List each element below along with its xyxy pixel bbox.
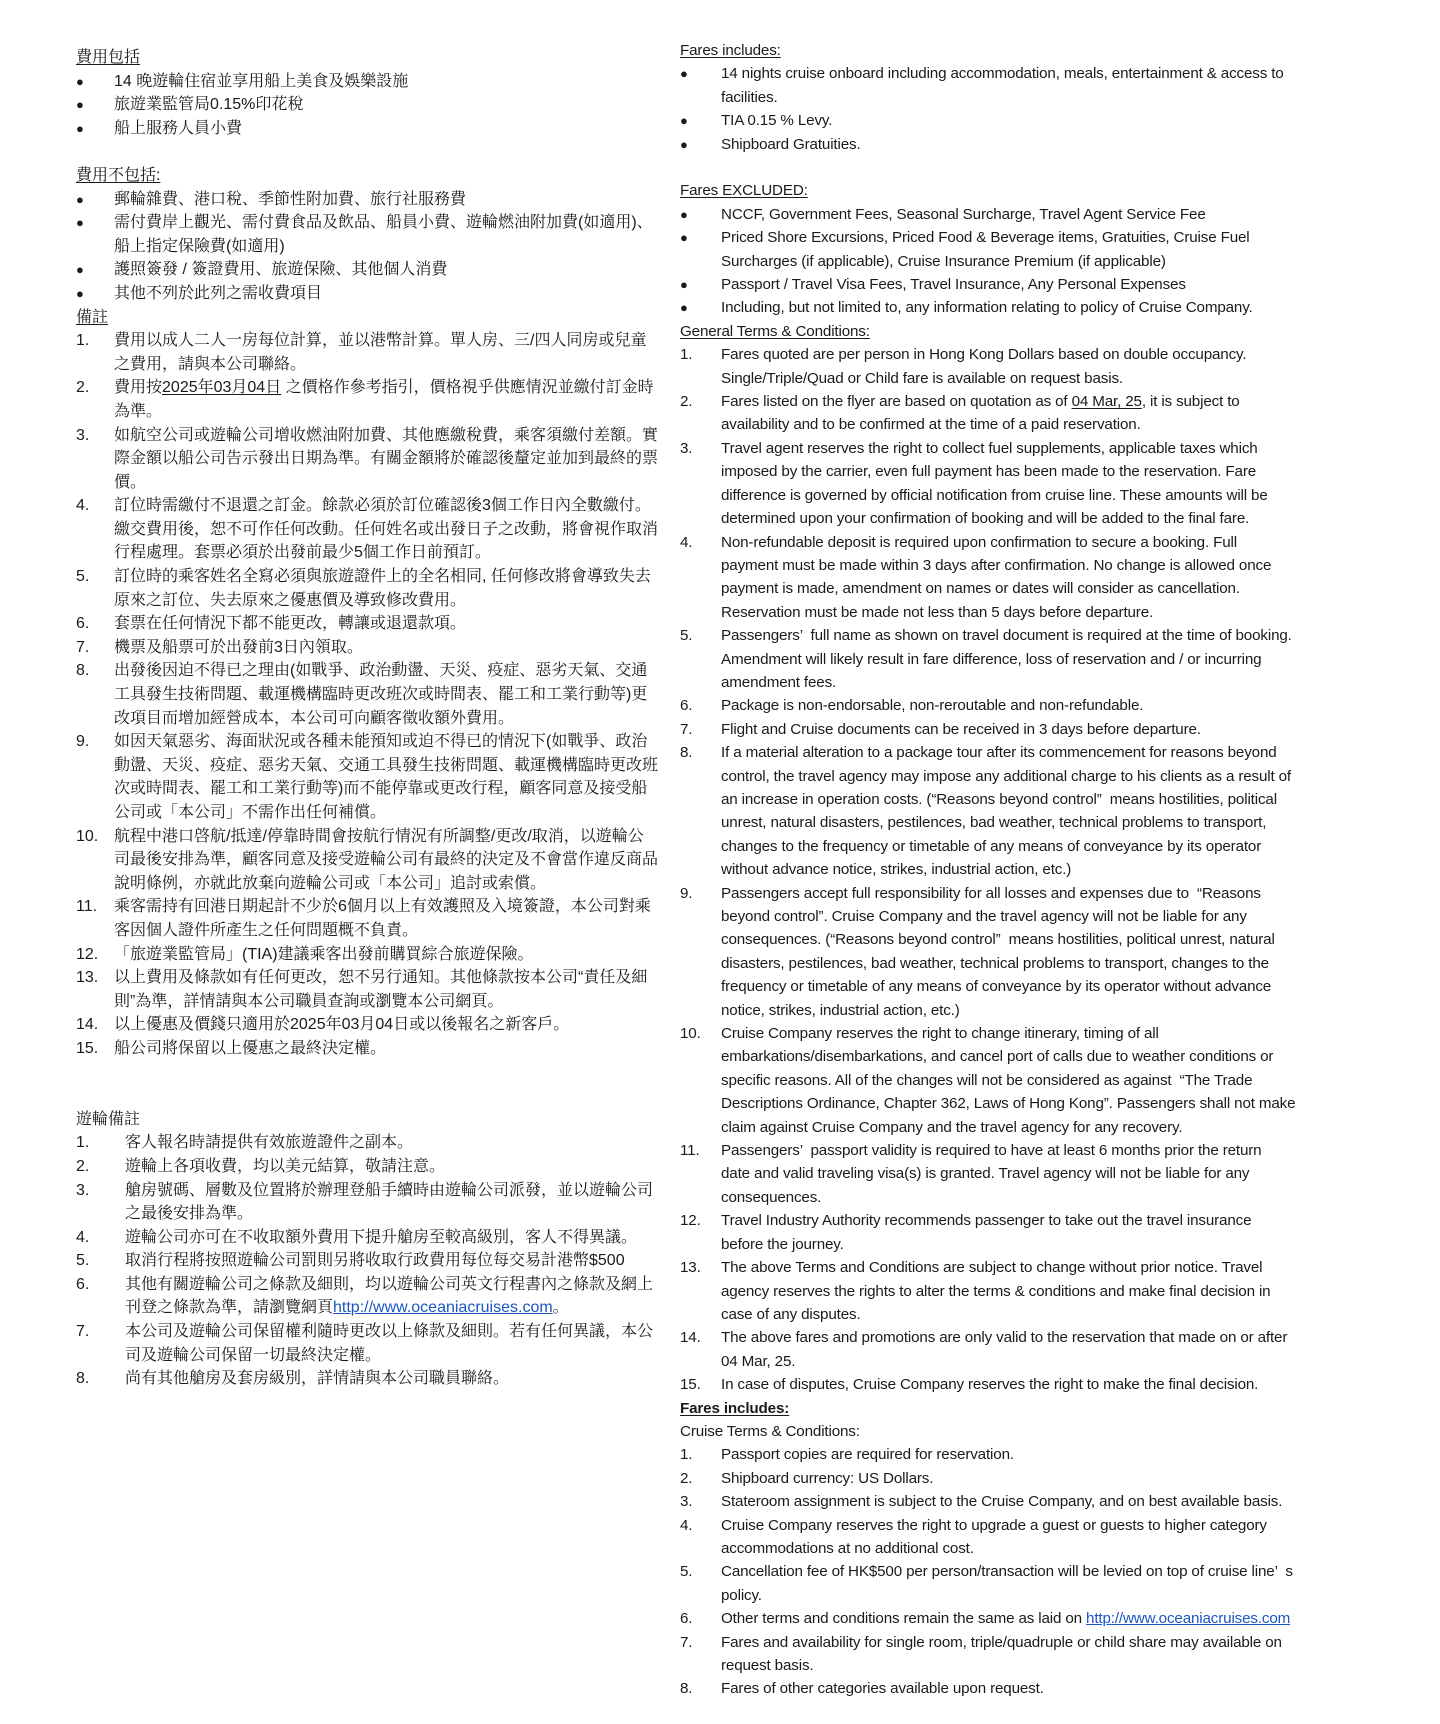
item-text-part: Package is non-endorsable, non-reroutable and non-refundable. [721, 697, 1144, 715]
item-text-part: 遊輪上各項收費，均以美元結算，敬請注意。 [125, 1157, 446, 1175]
item-text [721, 1022, 1295, 1139]
numbered-item [680, 624, 1400, 694]
item-number: 5. [680, 1563, 693, 1581]
item-text-part: In case of disputes, Cruise Company reserves the right to make the final decision. [721, 1376, 1259, 1394]
item-number: 6. [680, 697, 693, 715]
bullet-item [680, 62, 1400, 109]
item-text-part: Stateroom assignment is subject to the Cruise Company, and on best available basis. [721, 1493, 1283, 1511]
numbered-item [76, 895, 676, 942]
item-text [721, 624, 1292, 694]
item-text-part: 如因天氣惡劣、海面狀況或各種未能預知或迫不得已的情況下(如戰爭、政治 動盪、天災、疫症、惡劣天氣、交通工具發生技術問題、載運機構臨時更改班 次或時間表、罷工和工業行動等)而不能停靠或更改行程，顧客同意及接受船 公司或「本公司」不需作出任何補償。 [114, 733, 659, 821]
item-text-part: 航程中港口啓航/抵達/停靠時間會按航行情況有所調整/更改/取消，以遊輪公 司最後安排為準，顧客同意及接受遊輪公司有最終的決定及不會當作違反商品 說明條例，亦就此放棄向遊輪公司或「本公司」追討或索償。 [114, 827, 659, 892]
item-text-part: 如航空公司或遊輪公司增收燃油附加費、其他應繳稅費，乘客須繳付差額。實 際金額以船公司告示發出日期為準。有關金額將於確認後釐定並加到最終的票 價。 [114, 426, 659, 491]
bullet-item [76, 211, 676, 258]
item-text-part: 以上費用及條款如有任何更改，恕不另行通知。其他條款按本公司“責任及細 則”為準，詳情請與本公司職員查詢或瀏覽本公司網頁。 [114, 969, 648, 1010]
item-number: 12. [680, 1212, 701, 1230]
website-link[interactable]: http://www.oceaniacruises.com [333, 1299, 553, 1317]
item-text-part: Shipboard Gratuities. [721, 135, 861, 153]
numbered-item [680, 1467, 1400, 1490]
numbered-item [76, 1367, 676, 1391]
item-text-part: 取消行程將按照遊輪公司罰則另將收取行政費用每位每交易計港幣$500 [125, 1252, 625, 1270]
numbered-item [680, 1677, 1400, 1700]
item-text-part: Including, but not limited to, any information relating to policy of Cruise Company. [721, 299, 1253, 317]
item-number: 11. [680, 1142, 700, 1160]
numbered-item [76, 943, 676, 967]
item-number: 3. [680, 1493, 693, 1511]
website-link[interactable]: http://www.oceaniacruises.com [1086, 1610, 1291, 1628]
numbered-item [76, 659, 676, 730]
item-number: 3. [680, 439, 693, 457]
item-text [721, 694, 1143, 717]
cruise-terms-heading: Cruise Terms & Conditions: [680, 1422, 860, 1440]
bullet-item [680, 296, 1400, 319]
item-text [114, 93, 303, 117]
item-number: 3. [76, 1181, 90, 1199]
numbered-item [76, 424, 676, 495]
item-text [114, 636, 363, 660]
blank-line [76, 140, 676, 164]
item-text [721, 390, 1240, 437]
item-text-part: Fares of other categories available upon request. [721, 1680, 1044, 1698]
item-text [721, 1326, 1287, 1373]
numbered-item [680, 1022, 1400, 1139]
numbered-item [76, 1179, 676, 1226]
numbered-item [76, 1273, 676, 1320]
item-text [114, 895, 651, 942]
item-text [721, 1607, 1290, 1630]
item-text-part: 「旅遊業監管局」(TIA)建議乘客出發前購買綜合旅遊保險。 [114, 945, 534, 963]
numbered-item [76, 1249, 676, 1273]
numbered-item [76, 329, 676, 376]
item-text [721, 1677, 1044, 1700]
item-text [721, 109, 832, 132]
item-number: 8. [680, 744, 693, 762]
item-text [114, 376, 654, 423]
item-text [114, 565, 651, 612]
bullet-item [680, 273, 1400, 296]
item-text [114, 1037, 386, 1061]
bullet-item [680, 133, 1400, 156]
numbered-item [680, 882, 1400, 1022]
item-text [114, 1013, 569, 1037]
item-number: 5. [76, 568, 90, 586]
item-text [125, 1273, 653, 1320]
numbered-item [76, 565, 676, 612]
item-text-part: Priced Shore Excursions, Priced Food & Beverage items, Gratuities, Cruise Fuel Surcharges (if applicable), Cruise Insurance Premium (if applicable) [721, 229, 1250, 270]
bullet-icon: ● [680, 230, 688, 246]
item-text [114, 329, 646, 376]
item-text-part: 其他不列於此列之需收費項目 [114, 284, 323, 302]
numbered-item [76, 1155, 676, 1179]
item-text-part: Passengers’ passport validity is required to have at least 6 months prior the return date and valid traveling visa(s) is granted. Travel agency will not be liable for any consequences. [721, 1142, 1262, 1206]
cruise-remarks-heading: 遊輪備註 [76, 1110, 141, 1128]
numbered-item [680, 741, 1400, 881]
item-text-part: Passport copies are required for reservation. [721, 1446, 1014, 1464]
item-text [114, 282, 322, 306]
item-text-part: 出發後因迫不得已之理由(如戰爭、政治動盪、天災、疫症、惡劣天氣、交通 工具發生技術問題、載運機構臨時更改班次或時間表、罷工和工業行動等)更 改項目而增加經營成本，本公司可向顧客徵收額外費用。 [114, 662, 648, 727]
item-text-part: Cancellation fee of HK$500 per person/transaction will be levied on top of cruise line’ s policy. [721, 1563, 1293, 1604]
bullet-icon: ● [680, 136, 688, 152]
item-text [125, 1179, 653, 1226]
blank-line [76, 1084, 676, 1108]
item-text-part: Other terms and conditions remain the same as laid on [721, 1610, 1087, 1628]
numbered-item [680, 1607, 1400, 1630]
numbered-item [680, 1443, 1400, 1466]
english-terms-column [680, 39, 1400, 1701]
item-text-part: 其他有關遊輪公司之條款及細則，均以遊輪公司英文行程書內之條款及網上 刊登之條款為準，請瀏覽網頁 [125, 1275, 654, 1317]
item-text [721, 1467, 933, 1490]
numbered-item [680, 437, 1400, 531]
item-text-part: 護照簽發 / 簽證費用、旅遊保險、其他個人消費 [114, 261, 448, 279]
bullet-icon: ● [76, 262, 84, 278]
item-text [125, 1155, 445, 1179]
item-number: 8. [76, 662, 90, 680]
item-number: 3. [76, 426, 90, 444]
item-number: 12. [76, 945, 99, 963]
underlined-date: 04 Mar, 25 [1071, 393, 1142, 411]
item-number: 4. [680, 1516, 693, 1534]
item-text-part: NCCF, Government Fees, Seasonal Surcharge, Travel Agent Service Fee [721, 205, 1206, 223]
numbered-item [680, 1256, 1400, 1326]
item-text-part: 機票及船票可於出發前3日內領取。 [114, 638, 363, 656]
item-text-part: Cruise Company reserves the right to upgrade a guest or guests to higher category accommodations at no additional cost. [721, 1516, 1267, 1557]
bullet-icon: ● [76, 73, 84, 89]
fares-includes-heading-bold: Fares includes: [680, 1399, 790, 1417]
item-number: 1. [680, 346, 693, 364]
numbered-item [680, 1326, 1400, 1373]
item-number: 6. [76, 1275, 90, 1293]
item-text [721, 1490, 1282, 1513]
item-text [721, 531, 1271, 625]
numbered-item [76, 612, 676, 636]
item-text-part: Passengers accept full responsibility for all losses and expenses due to “Reasons beyond control”. Cruise Company and the travel agency will not be liable for any consequences. (“Reasons beyond control” means hostilities, political unrest, natural disasters, pestilences, bad weather, technical problems to transport, changes to the frequency or timetable of any means of conveyance by its operator without advance notice, strikes, industrial action, etc.) [721, 884, 1275, 1019]
numbered-item [680, 1514, 1400, 1561]
item-text [721, 62, 1284, 109]
blank-line [76, 1061, 676, 1085]
item-number: 13. [76, 969, 99, 987]
bullet-item [76, 70, 676, 94]
item-number: 4. [680, 533, 693, 551]
item-text-part: Flight and Cruise documents can be received in 3 days before departure. [721, 720, 1201, 738]
item-text [114, 825, 658, 896]
item-text [721, 718, 1201, 741]
bullet-item [680, 203, 1400, 226]
item-text-part: Fares listed on the flyer are based on quotation as of [721, 393, 1072, 411]
item-text [114, 117, 242, 141]
item-text-part: 船上服務人員小費 [114, 119, 243, 137]
item-text [721, 1373, 1258, 1396]
item-text-part: 客人報名時請提供有效旅遊證件之副本。 [125, 1134, 414, 1152]
item-text-part: Non-refundable deposit is required upon confirmation to secure a booking. Full payment must be made within 3 days after confirmation. No change is allowed once payment is made, amendment on names or dates will consider as cancellation. Reservation must be made not less than 5 days before departure. [721, 533, 1272, 621]
numbered-item [680, 1209, 1400, 1256]
item-number: 4. [76, 1228, 90, 1246]
item-text-part: 。 [552, 1299, 569, 1317]
item-text [721, 1256, 1270, 1326]
item-text-part: The above Terms and Conditions are subject to change without prior notice. Travel agency reserves the rights to alter the terms & conditions and make final decision in case of any disputes. [721, 1259, 1271, 1323]
fees-included-heading: 費用包括 [76, 49, 141, 66]
item-text [114, 612, 466, 636]
numbered-item [76, 376, 676, 423]
numbered-item [680, 343, 1400, 390]
item-text-part: , it is subject to availability and to be confirmed at the time of a paid reservation. [721, 393, 1240, 434]
item-text [721, 203, 1206, 226]
item-text [114, 730, 658, 824]
item-text [721, 1139, 1261, 1209]
item-number: 2. [680, 1469, 693, 1487]
item-text [125, 1226, 637, 1250]
item-text [114, 966, 647, 1013]
item-text-part: 以上優惠及價錢只適用於2025年03月04日或以後報名之新客戶。 [114, 1016, 570, 1034]
item-text [721, 1209, 1251, 1256]
item-text [125, 1320, 653, 1367]
item-text-part: 14 nights cruise onboard including accommodation, meals, entertainment & access to facilities. [721, 65, 1284, 106]
item-number: 13. [680, 1259, 701, 1277]
item-number: 7. [76, 638, 90, 656]
item-number: 6. [76, 615, 90, 633]
item-text [721, 343, 1246, 390]
item-text [125, 1131, 413, 1155]
item-text-part: 乘客需持有回港日期起計不少於6個月以上有效護照及入境簽證，本公司對乘 客因個人證件所產生之任何問題概不負責。 [114, 898, 651, 939]
item-text-part: Travel agent reserves the right to collect fuel supplements, applicable taxes which imposed by the carrier, even full payment has been made to the reservation. Fare difference is governed by official notification from cruise line. These amounts will be determined upon your confirmation of booking and will be added to the final fare. [721, 439, 1268, 528]
numbered-item [76, 1320, 676, 1367]
item-number: 10. [76, 827, 99, 845]
item-text [721, 296, 1253, 319]
bullet-icon: ● [76, 97, 84, 113]
item-text [721, 1443, 1014, 1466]
bullet-item [76, 117, 676, 141]
item-number: 4. [76, 497, 90, 515]
chinese-terms-column [76, 46, 676, 1391]
item-number: 5. [76, 1252, 90, 1270]
item-text-part: 費用按 [114, 379, 163, 397]
bullet-item [76, 93, 676, 117]
item-number: 1. [76, 332, 90, 350]
item-number: 15. [680, 1376, 701, 1394]
numbered-item [680, 1490, 1400, 1513]
bullet-item [76, 188, 676, 212]
item-number: 7. [680, 720, 693, 738]
item-number: 7. [76, 1323, 90, 1341]
bullet-item [680, 226, 1400, 273]
item-text-part: 之價格作參考指引，價格視乎供應情況並繳付訂金時 為準。 [114, 379, 654, 420]
item-text [721, 1560, 1293, 1607]
item-text-part: 本公司及遊輪公司保留權利隨時更改以上條款及細則。若有任何異議，本公 司及遊輪公司保留一切最終決定權。 [125, 1323, 654, 1364]
item-text-part: 需付費岸上觀光、需付費食品及飲品、船員小費、遊輪燃油附加費(如適用)、 船上指定保險費(如適用) [114, 214, 653, 255]
item-text [114, 943, 534, 967]
numbered-item [76, 1013, 676, 1037]
item-text-part: Shipboard currency: US Dollars. [721, 1469, 934, 1487]
item-text-part: 尚有其他艙房及套房級別，詳情請與本公司職員聯絡。 [125, 1370, 510, 1388]
item-text-part: Fares and availability for single room, triple/quadruple or child share may available on request basis. [721, 1633, 1282, 1675]
item-text-part: 14 晚遊輪住宿並享用船上美食及娛樂設施 [114, 72, 409, 90]
item-text [721, 437, 1268, 531]
item-number: 2. [76, 379, 90, 397]
item-text [114, 211, 653, 258]
item-number: 14. [680, 1329, 701, 1347]
bullet-item [680, 109, 1400, 132]
numbered-item [680, 718, 1400, 741]
item-text-part: Travel Industry Authority recommends passenger to take out the travel insurance before the journey. [721, 1212, 1252, 1253]
item-text-part: Cruise Company reserves the right to change itinerary, timing of all embarkations/disembarkations, and cancel port of calls due to weather conditions or specific reasons. All of the changes will not be considered as against “The Trade Descriptions Ordinance, Chapter 362, Laws of Hong Kong”. Passengers shall not make claim against Cruise Company and the travel agency for any recovery. [721, 1025, 1296, 1136]
item-text [721, 226, 1250, 273]
fares-includes-heading: Fares includes: [680, 42, 781, 59]
bullet-icon: ● [76, 285, 84, 301]
numbered-item [76, 1131, 676, 1155]
item-text-part: The above fares and promotions are only valid to the reservation that made on or after 04 Mar, 25. [721, 1329, 1288, 1370]
numbered-item [680, 1631, 1400, 1678]
underlined-date: 2025年03月04日 [162, 379, 282, 397]
numbered-item [76, 966, 676, 1013]
item-text-part: 旅遊業監管局0.15%印花稅 [114, 96, 304, 114]
item-text [721, 1631, 1282, 1678]
bullet-icon: ● [680, 300, 688, 316]
numbered-item [76, 1037, 676, 1061]
fares-excluded-heading: Fares EXCLUDED: [680, 182, 808, 200]
item-text [125, 1367, 509, 1391]
bullet-icon: ● [76, 120, 84, 136]
item-text [114, 188, 466, 212]
general-terms-heading: General Terms & Conditions: [680, 322, 870, 340]
item-number: 14. [76, 1016, 99, 1034]
item-number: 1. [680, 1446, 693, 1464]
bullet-icon: ● [680, 206, 688, 222]
bullet-icon: ● [680, 66, 688, 82]
item-number: 9. [76, 733, 90, 751]
item-number: 1. [76, 1134, 90, 1152]
item-text-part: Passport / Travel Visa Fees, Travel Insurance, Any Personal Expenses [721, 276, 1186, 294]
item-text [721, 133, 861, 156]
item-text-part: 訂位時的乘客姓名全寫必須與旅遊證件上的全名相同, 任何修改將會導致失去 原來之訂位、失去原來之優惠價及導致修改費用。 [114, 568, 651, 609]
numbered-item [76, 1226, 676, 1250]
numbered-item [680, 1560, 1400, 1607]
item-text-part: Fares quoted are per person in Hong Kong Dollars based on double occupancy. Single/Triple/Quad or Child fare is available on request basis. [721, 346, 1247, 387]
bullet-icon: ● [680, 113, 688, 129]
numbered-item [680, 694, 1400, 717]
item-number: 6. [680, 1610, 693, 1628]
item-text [114, 424, 658, 495]
item-text-part: 套票在任何情況下都不能更改，轉讓或退還款項。 [114, 615, 467, 633]
item-text [114, 258, 447, 282]
item-number: 11. [76, 898, 98, 916]
item-number: 2. [680, 393, 693, 411]
numbered-item [680, 390, 1400, 437]
item-text [721, 273, 1186, 296]
numbered-item [680, 1373, 1400, 1396]
numbered-item [76, 825, 676, 896]
item-text [114, 494, 658, 565]
item-text-part: 費用以成人二人一房每位計算，並以港幣計算。單人房、三/四人同房或兒童 之費用，請與本公司聯絡。 [114, 332, 647, 373]
item-text [114, 70, 408, 94]
remarks-heading: 備註 [76, 308, 109, 326]
numbered-item [76, 494, 676, 565]
item-text-part: Passengers’ full name as shown on travel document is required at the time of booking. Amendment will likely result in fare difference, loss of reservation and / or incurring amendment fees. [721, 627, 1292, 691]
item-text-part: TIA 0.15 % Levy. [721, 112, 833, 130]
fees-excluded-heading: 費用不包括: [76, 166, 161, 184]
bullet-icon: ● [76, 191, 84, 207]
item-number: 7. [680, 1633, 693, 1651]
item-number: 8. [76, 1370, 90, 1388]
blank-line [680, 156, 1400, 179]
item-text-part: 遊輪公司亦可在不收取額外費用下提升艙房至較高級別，客人不得異議。 [125, 1228, 638, 1246]
item-text-part: 船公司將保留以上優惠之最終決定權。 [114, 1039, 387, 1057]
bullet-item [76, 282, 676, 306]
item-text [721, 882, 1275, 1022]
item-number: 8. [680, 1680, 693, 1698]
item-text [114, 659, 647, 730]
item-text [721, 741, 1291, 881]
numbered-item [680, 531, 1400, 625]
item-number: 15. [76, 1039, 99, 1057]
bullet-icon: ● [76, 215, 84, 231]
bullet-icon: ● [680, 277, 688, 293]
item-number: 2. [76, 1157, 90, 1175]
bullet-item [76, 258, 676, 282]
item-text [125, 1249, 625, 1273]
item-number: 10. [680, 1025, 701, 1043]
item-number: 5. [680, 627, 693, 645]
item-text-part: 郵輪雜費、港口稅、季節性附加費、旅行社服務費 [114, 190, 467, 208]
item-text [721, 1514, 1267, 1561]
item-number: 9. [680, 884, 693, 902]
item-text-part: 訂位時需繳付不退還之訂金。餘款必須於訂位確認後3個工作日內全數繳付。 繳交費用後，恕不可作任何改動。任何姓名或出發日子之改動，將會視作取消 行程處理。套票必須於出發前最少5個工作日前預訂。 [114, 497, 659, 562]
numbered-item [76, 730, 676, 824]
item-text-part: 艙房號碼、層數及位置將於辦理登船手續時由遊輪公司派發，並以遊輪公司 之最後安排為準。 [125, 1181, 654, 1223]
item-text-part: If a material alteration to a package tour after its commencement for reasons beyond control, the travel agency may impose any additional charge to his clients as a result of an increase in operation costs. (“Reasons beyond control” means hostilities, political unrest, natural disasters, pestilences, bad weather, technical problems to transport, changes to the frequency or timetable of any means of conveyance by its operator without advance notice, strikes, industrial action, etc.) [721, 744, 1291, 879]
numbered-item [76, 636, 676, 660]
numbered-item [680, 1139, 1400, 1209]
